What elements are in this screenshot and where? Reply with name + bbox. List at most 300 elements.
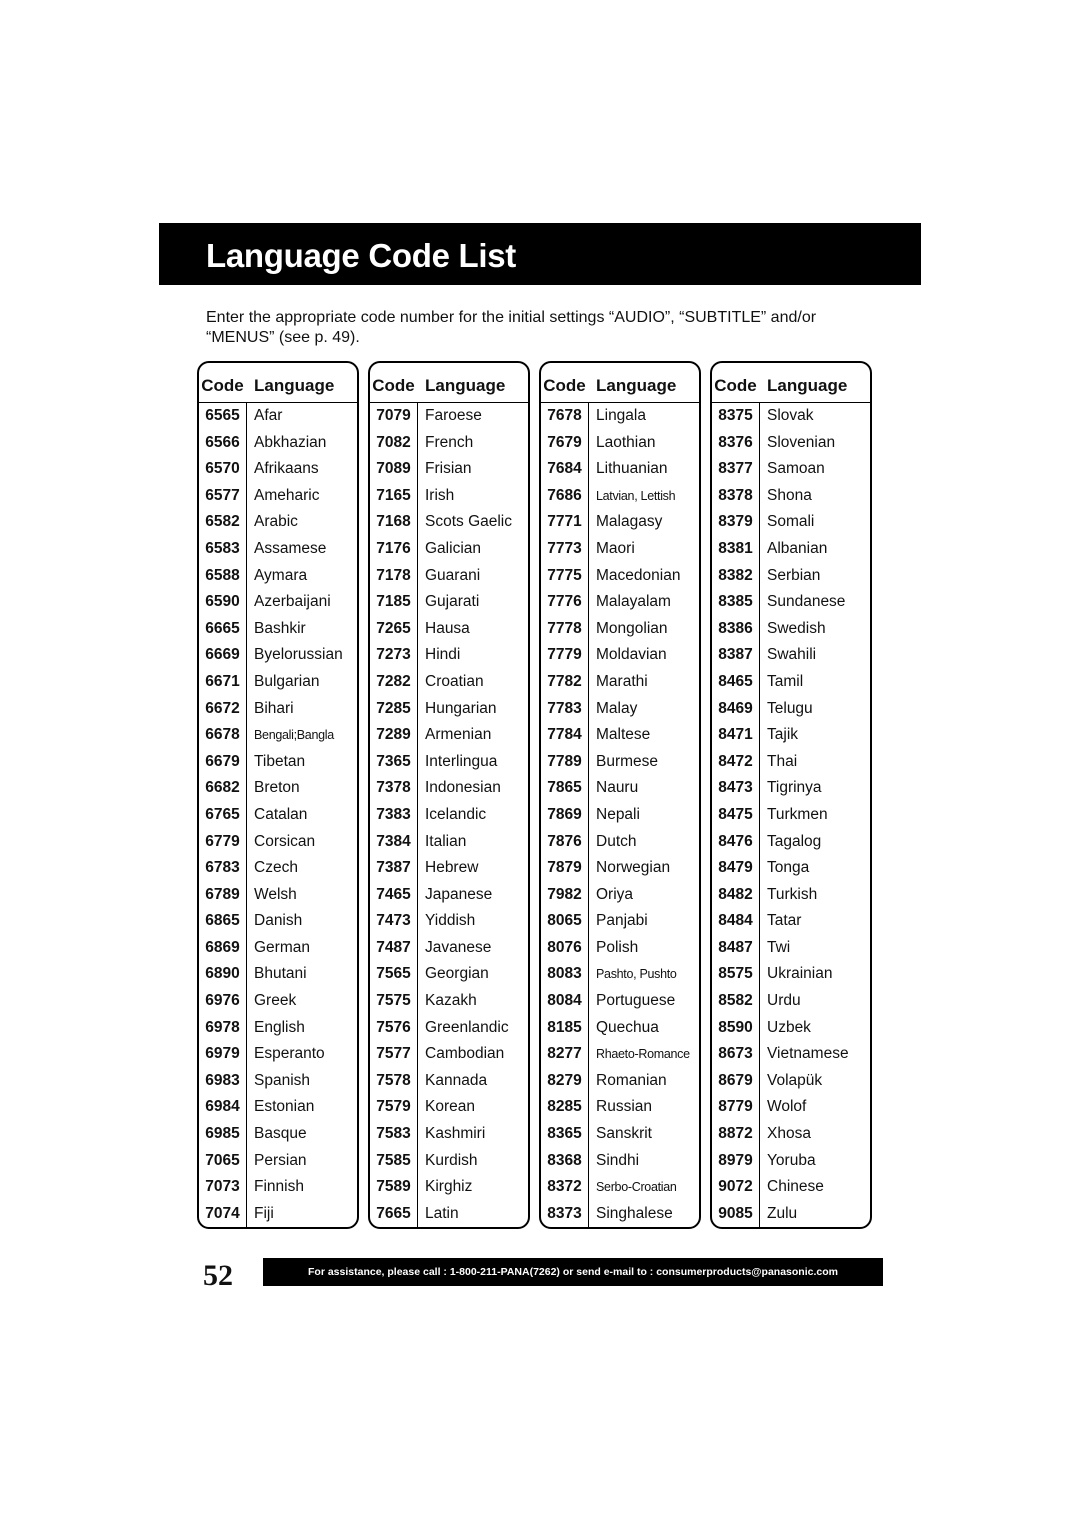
language-name: Latvian, Lettish <box>596 488 676 503</box>
language-code: 7776 <box>547 593 582 611</box>
table-row <box>199 962 357 989</box>
language-name: Esperanto <box>254 1045 325 1063</box>
language-code: 6566 <box>205 433 240 451</box>
language-name: Serbo-Croatian <box>596 1180 677 1195</box>
language-name: Tibetan <box>254 752 306 770</box>
language-name: Vietnamese <box>767 1045 849 1063</box>
table-row <box>712 750 870 777</box>
table-row <box>712 670 870 697</box>
language-name: Georgian <box>425 965 489 983</box>
table-rows <box>712 404 870 1228</box>
language-code: 6890 <box>205 965 240 983</box>
language-name: Faroese <box>425 407 482 424</box>
language-code: 7579 <box>376 1098 411 1116</box>
header-language: Language <box>425 376 506 395</box>
language-code: 7789 <box>547 752 582 770</box>
language-name: Maltese <box>596 726 651 744</box>
code-table-1 <box>197 361 359 1229</box>
table-row <box>370 1042 528 1069</box>
language-code: 8476 <box>718 832 753 850</box>
language-name: Icelandic <box>425 805 487 823</box>
language-name: Yiddish <box>425 912 476 930</box>
language-name: Romanian <box>596 1071 667 1089</box>
language-code: 6979 <box>205 1045 240 1063</box>
language-name: Finnish <box>254 1178 304 1196</box>
language-name: Pashto, Pushto <box>596 967 677 982</box>
table-row <box>370 484 528 511</box>
language-code: 7982 <box>547 885 582 903</box>
language-name: Hausa <box>425 619 470 637</box>
table-row <box>541 909 699 936</box>
language-name: Panjabi <box>596 912 648 930</box>
language-code: 8590 <box>718 1018 753 1036</box>
language-name: Italian <box>425 832 467 850</box>
header-language: Language <box>254 376 335 395</box>
language-name: Welsh <box>254 885 297 903</box>
language-name: Hungarian <box>425 699 497 717</box>
table-row <box>712 537 870 564</box>
language-code: 7082 <box>376 433 411 451</box>
language-code: 7778 <box>547 619 582 637</box>
language-code: 8872 <box>718 1125 753 1143</box>
language-name: Somali <box>767 513 815 531</box>
table-row <box>370 1149 528 1176</box>
table-row <box>199 484 357 511</box>
table-row <box>541 1175 699 1202</box>
language-name: Persian <box>254 1151 307 1169</box>
language-name: Kazakh <box>425 992 477 1010</box>
table-row <box>370 1202 528 1229</box>
language-code: 6783 <box>205 859 240 877</box>
table-row <box>199 1149 357 1176</box>
language-name: Tajik <box>767 726 799 744</box>
table-row <box>541 431 699 458</box>
code-table-4 <box>710 361 872 1229</box>
language-name: Irish <box>425 486 455 504</box>
table-row <box>370 643 528 670</box>
language-code: 7771 <box>547 513 582 531</box>
header-code: Code <box>201 376 244 395</box>
table-row <box>370 590 528 617</box>
language-name: Kurdish <box>425 1151 478 1169</box>
language-code: 6779 <box>205 832 240 850</box>
language-code: 6565 <box>205 407 240 424</box>
table-row <box>541 776 699 803</box>
language-name: Bengali;Bangla <box>254 728 334 743</box>
language-code: 7378 <box>376 779 411 797</box>
table-row <box>199 883 357 910</box>
table-row <box>370 431 528 458</box>
language-code: 8375 <box>718 407 753 424</box>
language-code: 7285 <box>376 699 411 717</box>
assistance-footer: For assistance, please call : 1-800-211-PANA(7262) or send e-mail to : consumerproducts@panasonic.com <box>263 1258 883 1286</box>
language-code: 6590 <box>205 593 240 611</box>
table-row <box>199 776 357 803</box>
language-name: Malayalam <box>596 593 671 611</box>
table-row <box>712 883 870 910</box>
language-code: 8471 <box>718 726 753 744</box>
language-name: Ukrainian <box>767 965 833 983</box>
table-row <box>370 1016 528 1043</box>
language-name: Aymara <box>254 566 308 584</box>
language-name: Frisian <box>425 460 472 478</box>
language-name: French <box>425 433 474 451</box>
header-divider <box>712 402 870 403</box>
table-row <box>712 1042 870 1069</box>
table-row <box>712 1095 870 1122</box>
table-row <box>541 537 699 564</box>
table-row <box>370 803 528 830</box>
language-name: Nauru <box>596 779 639 797</box>
language-code: 8487 <box>718 938 753 956</box>
language-name: Norwegian <box>596 859 671 877</box>
language-name: Danish <box>254 912 303 930</box>
language-name: Dutch <box>596 832 637 850</box>
language-name: Polish <box>596 938 639 956</box>
language-code: 6577 <box>205 486 240 504</box>
table-row <box>712 776 870 803</box>
language-code: 7165 <box>376 486 411 504</box>
language-name: Byelorussian <box>254 646 343 664</box>
language-name: English <box>254 1018 305 1036</box>
language-code: 7384 <box>376 832 411 850</box>
language-name: Afrikaans <box>254 460 319 478</box>
table-row <box>199 1042 357 1069</box>
header-code: Code <box>543 376 586 395</box>
language-code: 6582 <box>205 513 240 531</box>
language-name: Bashkir <box>254 619 306 637</box>
language-name: Oriya <box>596 885 634 903</box>
language-name: Twi <box>767 938 791 956</box>
language-code: 8387 <box>718 646 753 664</box>
table-row <box>712 1202 870 1229</box>
language-code: 8475 <box>718 805 753 823</box>
language-name: Javanese <box>425 938 492 956</box>
language-name: Corsican <box>254 832 316 850</box>
language-code: 8377 <box>718 460 753 478</box>
table-row <box>541 962 699 989</box>
language-code: 6978 <box>205 1018 240 1036</box>
language-code: 7282 <box>376 672 411 690</box>
language-code: 8575 <box>718 965 753 983</box>
table-row <box>541 643 699 670</box>
language-name: German <box>254 938 310 956</box>
language-code: 7073 <box>205 1178 240 1196</box>
table-row <box>712 856 870 883</box>
language-name: Kashmiri <box>425 1125 486 1143</box>
language-code: 8372 <box>547 1178 582 1196</box>
language-code: 8185 <box>547 1018 582 1036</box>
language-name: Greek <box>254 992 297 1010</box>
table-row <box>541 590 699 617</box>
table-row <box>199 1202 357 1229</box>
language-code: 7773 <box>547 539 582 557</box>
language-code: 7465 <box>376 885 411 903</box>
language-name: Malay <box>596 699 638 717</box>
language-name: Greenlandic <box>425 1018 509 1036</box>
table-row <box>541 723 699 750</box>
language-code: 8065 <box>547 912 582 930</box>
table-row <box>370 1122 528 1149</box>
language-code: 7684 <box>547 460 582 478</box>
language-code: 7185 <box>376 593 411 611</box>
language-code: 7178 <box>376 566 411 584</box>
table-row <box>199 830 357 857</box>
language-code: 7578 <box>376 1071 411 1089</box>
language-code: 7783 <box>547 699 582 717</box>
language-name: Bulgarian <box>254 672 320 690</box>
language-name: Sindhi <box>596 1151 640 1169</box>
table-row <box>541 457 699 484</box>
language-name: Xhosa <box>767 1125 811 1143</box>
language-name: Volapük <box>767 1071 823 1089</box>
language-code: 7679 <box>547 433 582 451</box>
table-row <box>541 1149 699 1176</box>
language-code: 7865 <box>547 779 582 797</box>
table-row <box>199 564 357 591</box>
language-code: 7575 <box>376 992 411 1010</box>
language-name: Bhutani <box>254 965 307 983</box>
language-code: 7665 <box>376 1204 411 1222</box>
table-row <box>541 564 699 591</box>
language-code: 8679 <box>718 1071 753 1089</box>
table-row <box>370 1175 528 1202</box>
language-code: 7565 <box>376 965 411 983</box>
language-name: Turkmen <box>767 805 828 823</box>
language-code: 8373 <box>547 1204 582 1222</box>
language-code: 8673 <box>718 1045 753 1063</box>
language-code: 6672 <box>205 699 240 717</box>
table-row <box>541 1095 699 1122</box>
language-code: 8381 <box>718 539 753 557</box>
table-row <box>199 803 357 830</box>
language-code: 7576 <box>376 1018 411 1036</box>
table-row <box>370 617 528 644</box>
language-code: 8285 <box>547 1098 582 1116</box>
language-code: 6983 <box>205 1071 240 1089</box>
table-row <box>541 510 699 537</box>
language-name: Telugu <box>767 699 813 717</box>
table-row <box>541 856 699 883</box>
table-row <box>541 670 699 697</box>
language-name: Moldavian <box>596 646 667 664</box>
language-code: 7265 <box>376 619 411 637</box>
language-name: Urdu <box>767 992 801 1010</box>
table-row <box>199 750 357 777</box>
language-name: Albanian <box>767 539 828 557</box>
language-name: Breton <box>254 779 300 797</box>
language-code: 6865 <box>205 912 240 930</box>
table-row <box>541 989 699 1016</box>
language-name: Interlingua <box>425 752 498 770</box>
language-code: 6679 <box>205 752 240 770</box>
header-code: Code <box>372 376 415 395</box>
table-row <box>199 1122 357 1149</box>
table-row <box>370 909 528 936</box>
language-code: 7589 <box>376 1178 411 1196</box>
language-name: Japanese <box>425 885 493 903</box>
language-code: 8465 <box>718 672 753 690</box>
language-code: 8779 <box>718 1098 753 1116</box>
table-row <box>199 697 357 724</box>
page-title: Language Code List <box>206 237 516 274</box>
table-row <box>370 1095 528 1122</box>
language-code: 7879 <box>547 859 582 877</box>
table-row <box>712 564 870 591</box>
table-row <box>541 803 699 830</box>
language-code: 7585 <box>376 1151 411 1169</box>
table-row <box>712 1149 870 1176</box>
table-row <box>199 909 357 936</box>
table-row <box>199 537 357 564</box>
table-row <box>370 564 528 591</box>
table-row <box>541 1042 699 1069</box>
table-rows <box>541 404 699 1228</box>
language-code: 7487 <box>376 938 411 956</box>
language-name: Korean <box>425 1098 475 1116</box>
language-name: Rhaeto-Romance <box>596 1047 690 1062</box>
code-table-2 <box>368 361 530 1229</box>
language-code: 6678 <box>205 726 240 744</box>
language-code: 6669 <box>205 646 240 664</box>
language-code: 8479 <box>718 859 753 877</box>
page-number: 52 <box>203 1259 233 1292</box>
table-row <box>541 883 699 910</box>
language-name: Shona <box>767 486 812 504</box>
language-code: 7782 <box>547 672 582 690</box>
table-row <box>541 750 699 777</box>
language-name: Singhalese <box>596 1204 673 1222</box>
table-row <box>199 1095 357 1122</box>
language-name: Afar <box>254 407 283 424</box>
language-name: Latin <box>425 1204 459 1222</box>
table-row <box>712 457 870 484</box>
table-row <box>370 856 528 883</box>
language-name: Sundanese <box>767 593 846 611</box>
language-code: 6665 <box>205 619 240 637</box>
language-code: 8385 <box>718 593 753 611</box>
language-name: Tatar <box>767 912 802 930</box>
header-divider <box>199 402 357 403</box>
table-row <box>199 431 357 458</box>
language-code: 8473 <box>718 779 753 797</box>
language-name: Assamese <box>254 539 327 557</box>
language-name: Yoruba <box>767 1151 816 1169</box>
language-name: Galician <box>425 539 481 557</box>
language-code: 6671 <box>205 672 240 690</box>
language-code: 7869 <box>547 805 582 823</box>
language-code: 7779 <box>547 646 582 664</box>
table-row <box>712 697 870 724</box>
table-row <box>712 962 870 989</box>
language-code: 8279 <box>547 1071 582 1089</box>
language-name: Basque <box>254 1125 307 1143</box>
language-code: 7168 <box>376 513 411 531</box>
table-row <box>712 1175 870 1202</box>
table-row <box>199 590 357 617</box>
language-code: 8382 <box>718 566 753 584</box>
language-code: 8084 <box>547 992 582 1010</box>
language-code: 7686 <box>547 486 582 504</box>
language-code: 6984 <box>205 1098 240 1116</box>
title-bar <box>159 223 921 285</box>
language-name: Laothian <box>596 433 656 451</box>
language-code: 7079 <box>376 407 411 424</box>
language-code: 6682 <box>205 779 240 797</box>
table-row <box>370 510 528 537</box>
table-rows <box>370 404 528 1228</box>
language-name: Hindi <box>425 646 461 664</box>
language-name: Samoan <box>767 460 825 478</box>
table-row <box>370 989 528 1016</box>
language-name: Azerbaijani <box>254 593 331 611</box>
language-name: Serbian <box>767 566 821 584</box>
language-code: 7583 <box>376 1125 411 1143</box>
language-code: 8482 <box>718 885 753 903</box>
language-code: 8365 <box>547 1125 582 1143</box>
table-row <box>199 936 357 963</box>
language-code: 7065 <box>205 1151 240 1169</box>
language-name: Tagalog <box>767 832 822 850</box>
table-row <box>199 1069 357 1096</box>
language-name: Lithuanian <box>596 460 668 478</box>
table-row <box>370 750 528 777</box>
language-code: 8277 <box>547 1045 582 1063</box>
language-code: 6985 <box>205 1125 240 1143</box>
language-code: 7876 <box>547 832 582 850</box>
language-name: Kirghiz <box>425 1178 473 1196</box>
language-code: 8484 <box>718 912 753 930</box>
language-code: 6976 <box>205 992 240 1010</box>
table-row <box>541 1016 699 1043</box>
language-name: Quechua <box>596 1018 659 1036</box>
language-code: 7775 <box>547 566 582 584</box>
table-row <box>541 404 699 431</box>
language-code: 8083 <box>547 965 582 983</box>
table-row <box>199 1016 357 1043</box>
table-row <box>370 697 528 724</box>
language-name: Macedonian <box>596 566 681 584</box>
language-name: Cambodian <box>425 1045 505 1063</box>
language-name: Malagasy <box>596 513 663 531</box>
table-row <box>370 404 528 431</box>
language-name: Swahili <box>767 646 817 664</box>
language-name: Wolof <box>767 1098 807 1116</box>
header-divider <box>541 402 699 403</box>
language-code: 6583 <box>205 539 240 557</box>
language-name: Russian <box>596 1098 652 1116</box>
table-rows <box>199 404 357 1228</box>
table-row <box>712 1069 870 1096</box>
table-row <box>541 1202 699 1229</box>
language-code: 8582 <box>718 992 753 1010</box>
language-name: Ameharic <box>254 486 320 504</box>
code-table-3 <box>539 361 701 1229</box>
table-row <box>712 936 870 963</box>
table-row <box>370 936 528 963</box>
table-row <box>199 510 357 537</box>
language-code: 8379 <box>718 513 753 531</box>
language-code: 9072 <box>718 1178 753 1196</box>
header-code: Code <box>714 376 757 395</box>
table-row <box>712 1016 870 1043</box>
language-code: 7473 <box>376 912 411 930</box>
language-name: Thai <box>767 752 798 770</box>
language-code: 7387 <box>376 859 411 877</box>
table-row <box>199 670 357 697</box>
table-row <box>370 670 528 697</box>
language-name: Slovak <box>767 407 814 424</box>
